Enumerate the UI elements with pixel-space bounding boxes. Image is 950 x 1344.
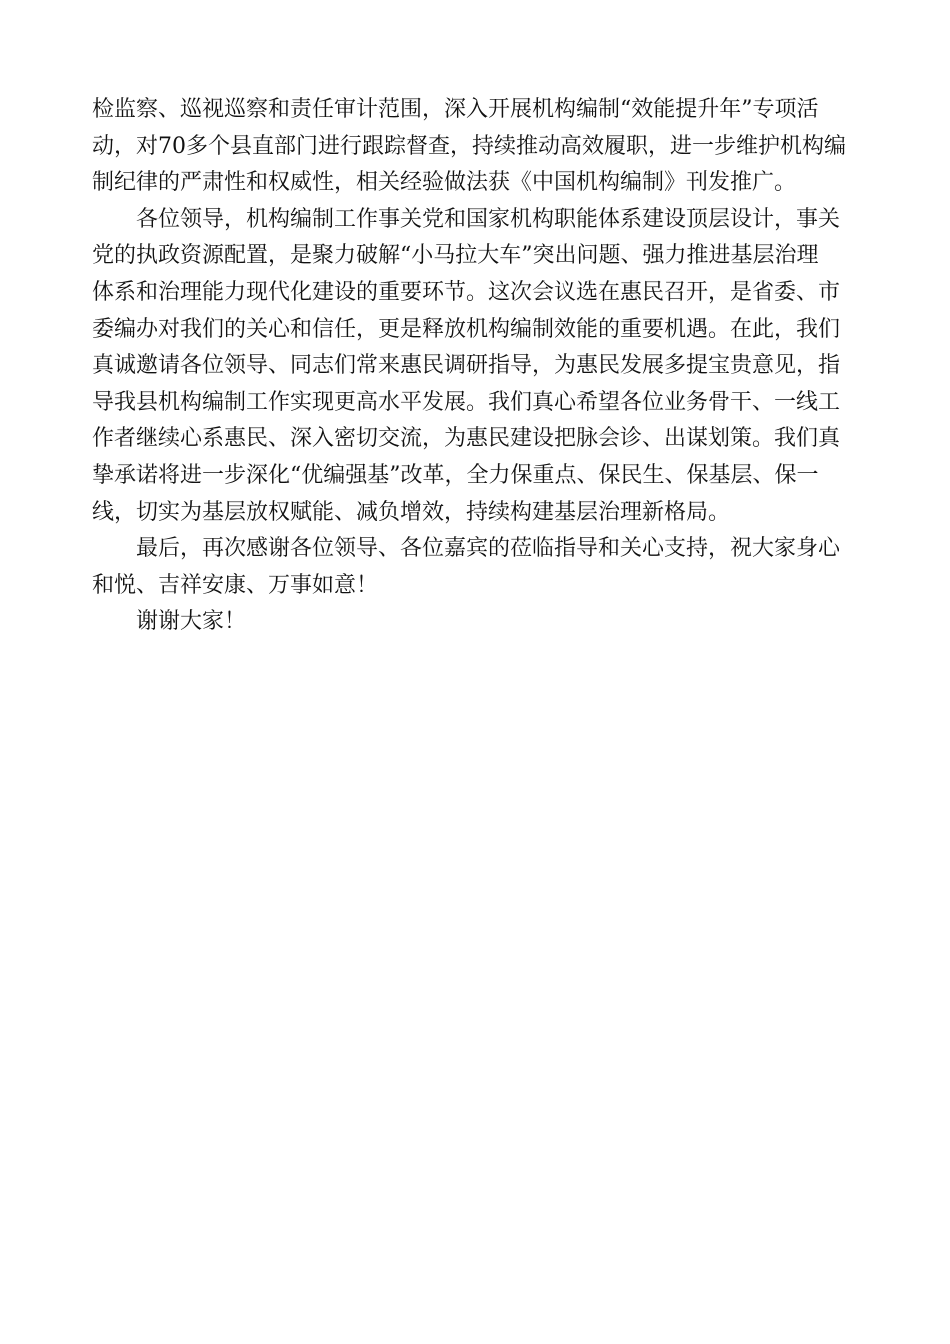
paragraph-closing: 谢谢大家！ (136, 609, 247, 635)
paragraph-thanks-wishes: 最后，再次感谢各位领导、各位嘉宾的莅临指导和关心支持，祝大家身心 和悦、吉祥安康、万事如意！ (92, 536, 841, 598)
paragraph-continued-supervision: 检监察、巡视巡察和责任审计范围，深入开展机构编制“效能提升年”专项活 动，对70多个县直部门进行跟踪督查，持续推动高效履职，进一步维护机构编 制纪律的严肃性和权威性，相关经验做法获《中国机构编制》刊发推广。 (92, 97, 846, 196)
paragraph-invitation: 各位领导，机构编制工作事关党和国家机构职能体系建设顶层设计，事关 党的执政资源配置，是聚力破解“小马拉大车”突出问题、强力推进基层治理 体系和治理能力现代化建设的重要环节。这次会议选在惠民召开，是省委、市 委编办对我们的关心和信任，更是释放机构编制效能的重要机遇。在此，我们 真诚邀请各位领导、同志们常来惠民调研指导，为惠民发展多提宝贵意见，指 导我县机构编制工作实现更高水平发展。我们真心希望各位业务骨干、一线工 作者继续心系惠民、深入密切交流，为惠民建设把脉会诊、出谋划策。我们真 挚承诺将进一步深化“优编强基”改革，全力保重点、保民生、保基层、保一 线，切实为基层放权赋能、减负增效，持续构建基层治理新格局。 (92, 206, 841, 525)
document-body (92, 92, 856, 641)
